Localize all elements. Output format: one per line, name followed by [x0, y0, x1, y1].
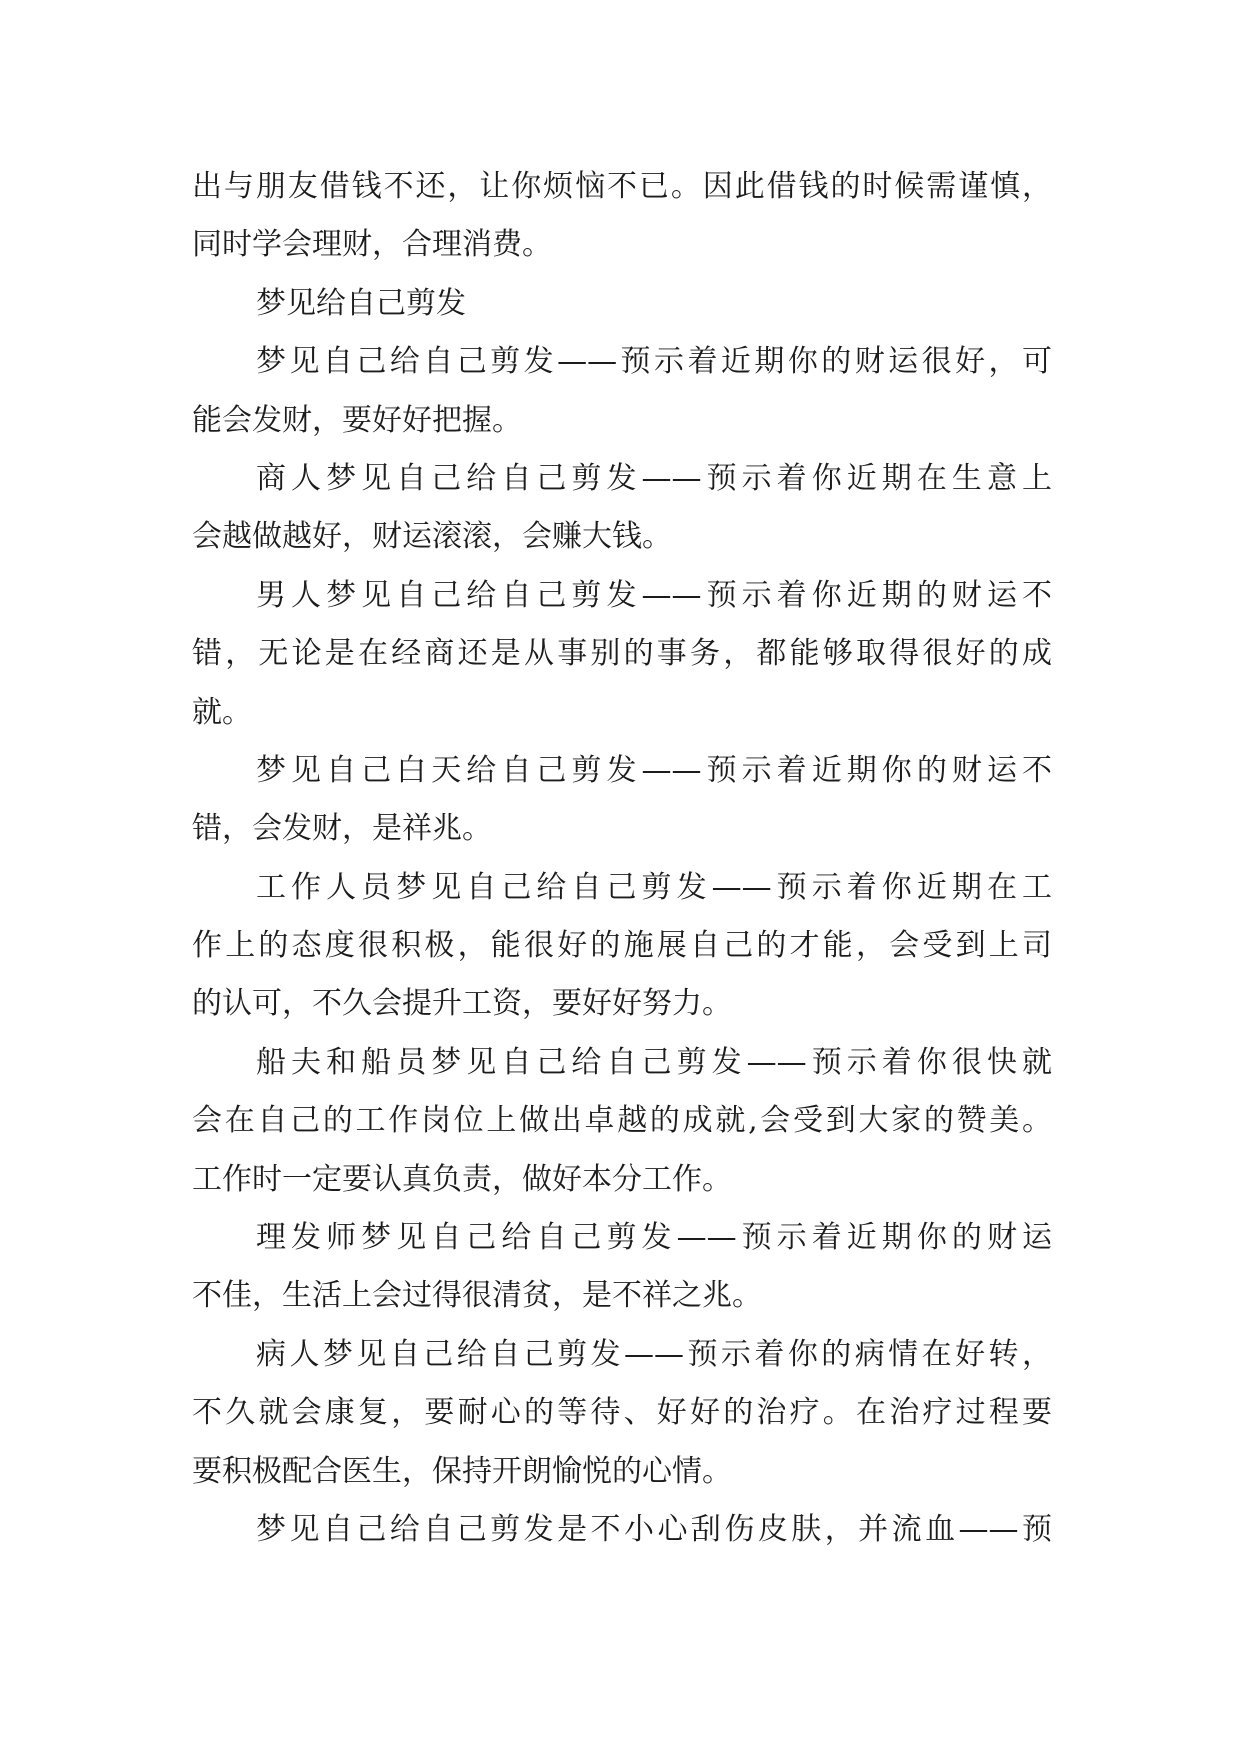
text-line: 病人梦见自己给自己剪发——预示着你的病情在好转，	[256, 1336, 1052, 1372]
text-line: 会越做越好，财运滚滚，会赚大钱。	[192, 519, 672, 555]
text-line: 梦见自己白天给自己剪发——预示着近期你的财运不	[256, 752, 1052, 788]
body-text	[192, 158, 1052, 1559]
text-line: 要积极配合医生，保持开朗愉悦的心情。	[192, 1453, 732, 1489]
text-line: 能会发财，要好好把握。	[192, 402, 522, 438]
text-line: 就。	[192, 694, 252, 730]
text-line: 商人梦见自己给自己剪发——预示着你近期在生意上	[256, 460, 1052, 496]
text-line: 理发师梦见自己给自己剪发——预示着近期你的财运	[256, 1220, 1052, 1256]
text-line: 船夫和船员梦见自己给自己剪发——预示着你很快就	[256, 1044, 1052, 1080]
text-line: 梦见自己给自己剪发——预示着近期你的财运很好，可	[256, 344, 1052, 380]
text-line: 同时学会理财，合理消费。	[192, 227, 552, 263]
text-line: 工作人员梦见自己给自己剪发——预示着你近期在工	[256, 869, 1052, 905]
text-line: 错，会发财，是祥兆。	[192, 811, 492, 847]
text-line: 作上的态度很积极，能很好的施展自己的才能，会受到上司	[192, 928, 1052, 964]
text-line: 男人梦见自己给自己剪发——预示着你近期的财运不	[256, 577, 1052, 613]
text-line: 工作时一定要认真负责，做好本分工作。	[192, 1161, 732, 1197]
text-line: 的认可，不久会提升工资，要好好努力。	[192, 986, 732, 1022]
text-line: 出与朋友借钱不还，让你烦恼不已。因此借钱的时候需谨慎，	[192, 169, 1052, 204]
section-heading: 梦见给自己剪发	[256, 285, 466, 321]
text-line: 梦见自己给自己剪发是不小心刮伤皮肤，并流血——预	[256, 1511, 1052, 1547]
text-line: 会在自己的工作岗位上做出卓越的成就,会受到大家的赞美。	[192, 1103, 1052, 1139]
text-line: 不佳，生活上会过得很清贫，是不祥之兆。	[192, 1278, 762, 1314]
text-line: 不久就会康复，要耐心的等待、好好的治疗。在治疗过程要	[192, 1395, 1052, 1431]
text-line: 错，无论是在经商还是从事别的事务，都能够取得很好的成	[192, 636, 1052, 672]
